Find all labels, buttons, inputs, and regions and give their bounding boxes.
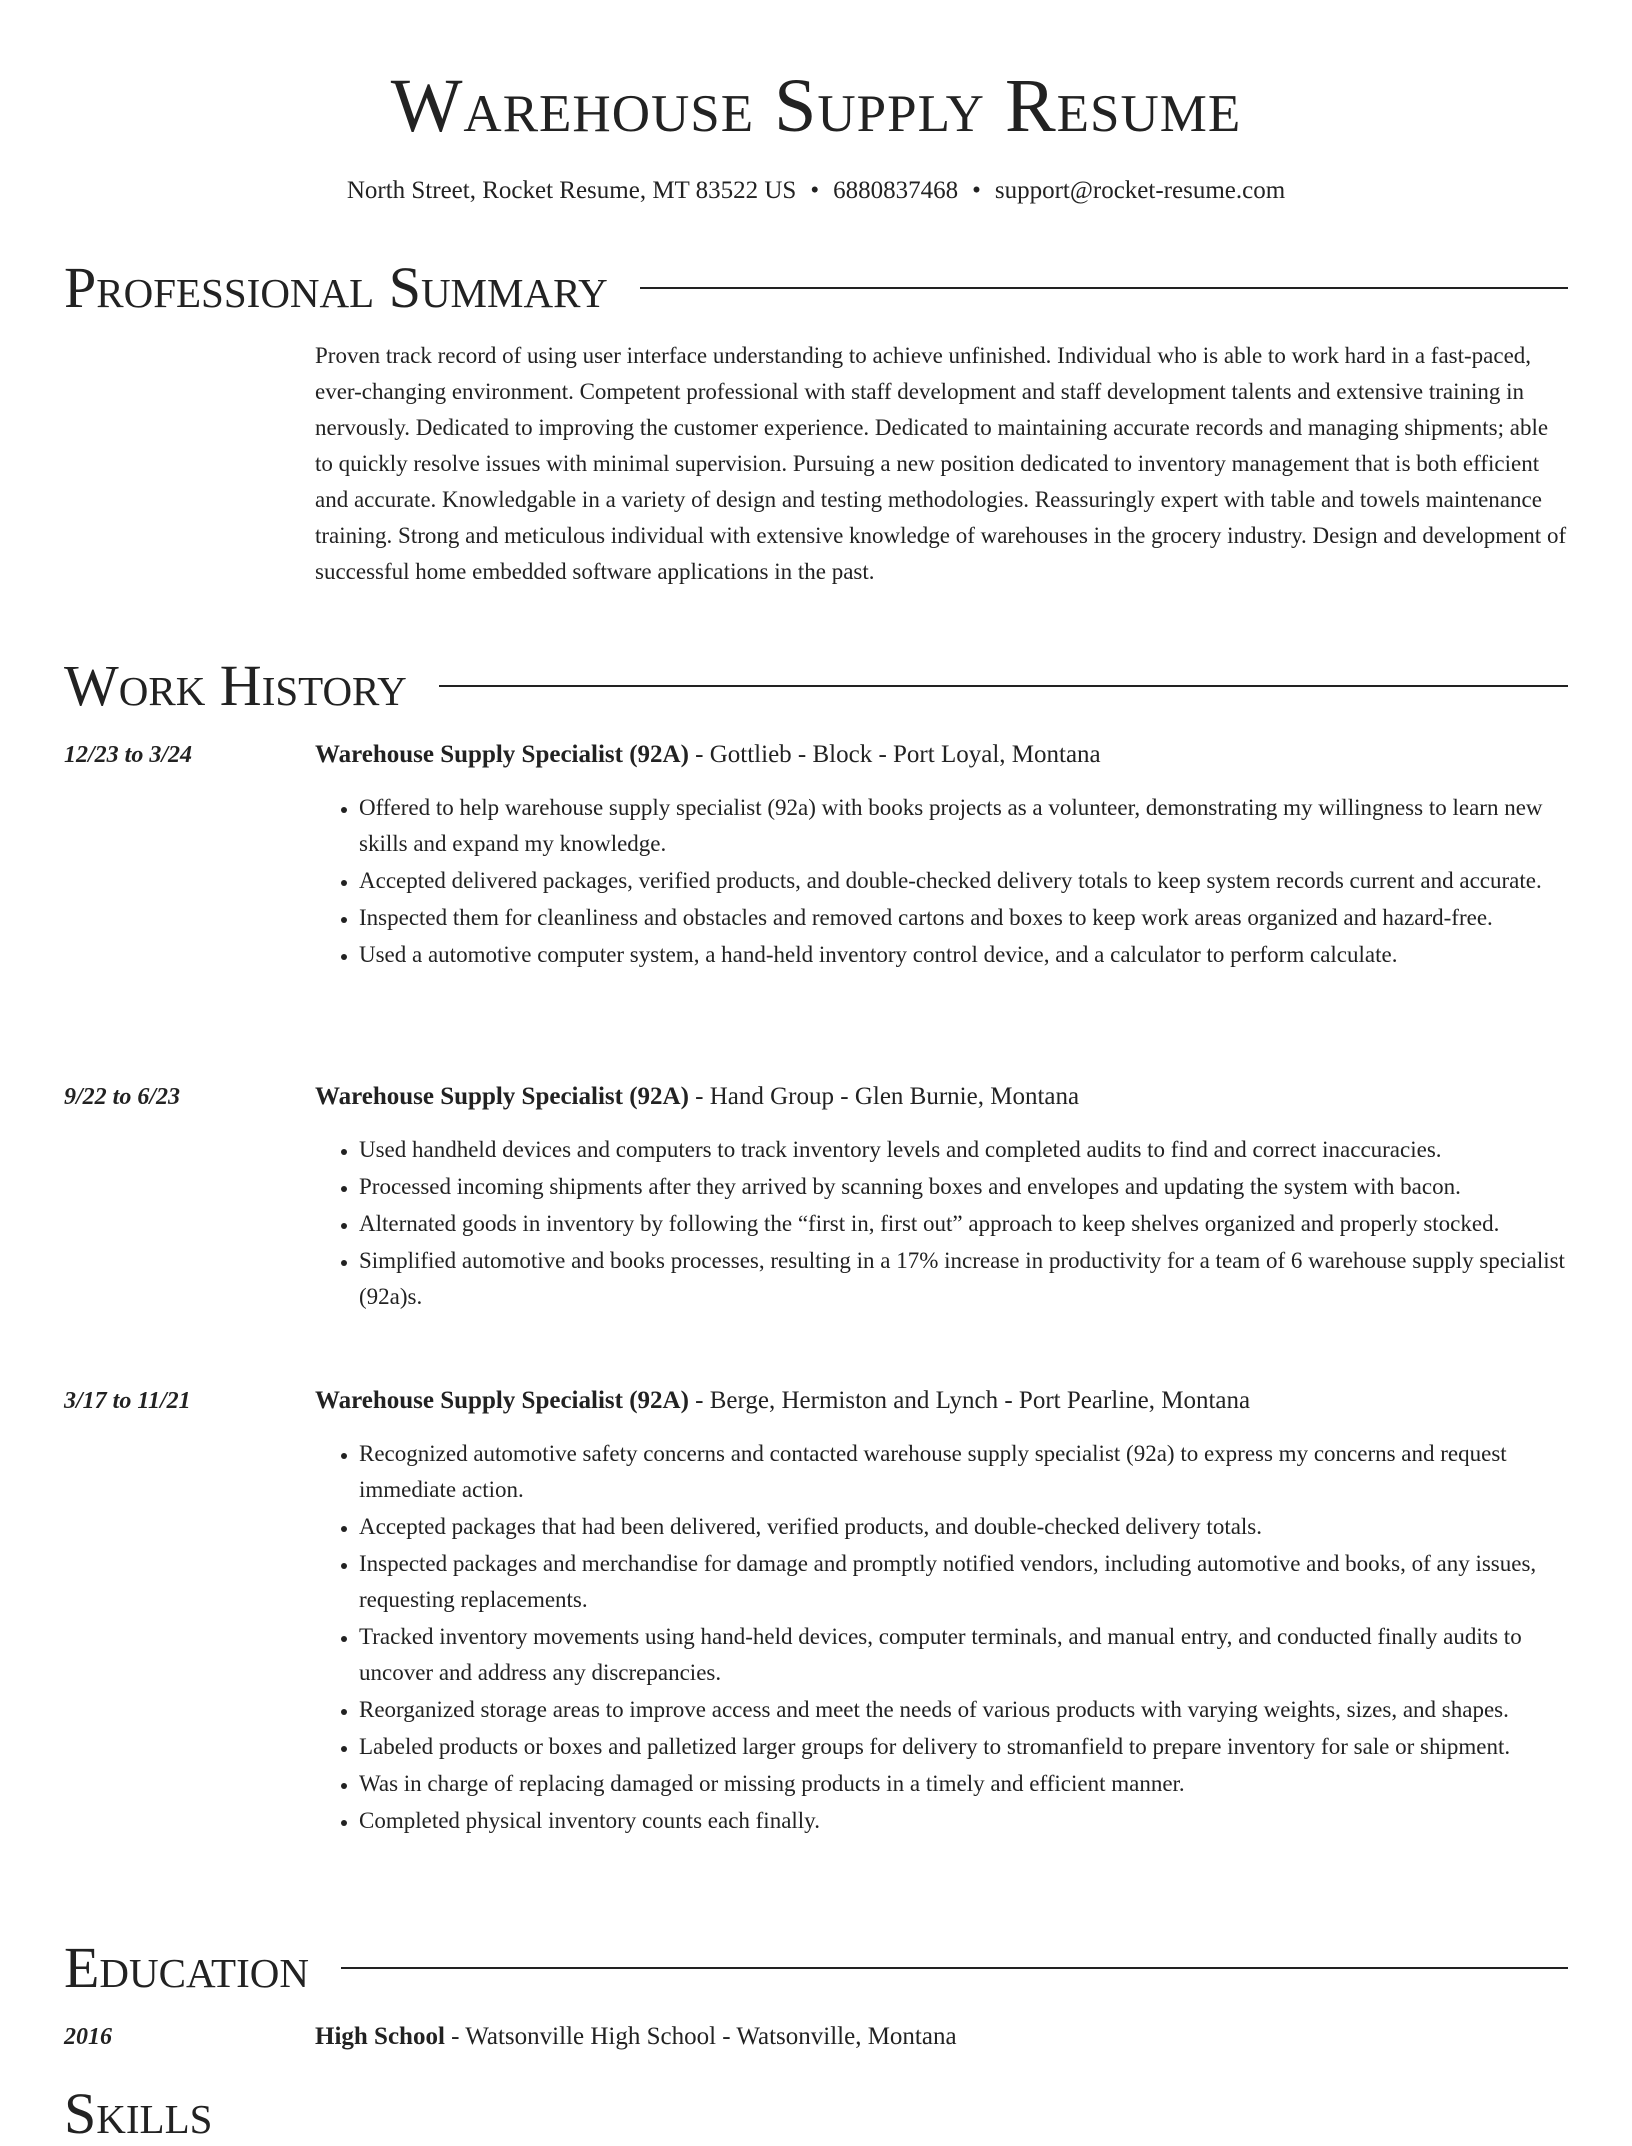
job-bullet: • Offered to help warehouse supply specialist (92a) with books projects as a volunteer, demonstrating my willingness to learn new skills and expand my knowledge. [359, 790, 1568, 862]
job-bullet: • Reorganized storage areas to improve access and meet the needs of various products with varying weights, sizes, and shapes. [359, 1692, 1568, 1728]
job-title: Warehouse Supply Specialist (92A) [315, 1387, 689, 1414]
section-divider [640, 287, 1568, 289]
job-bullet: • Alternated goods in inventory by following the “first in, first out” approach to keep shelves organized and properly stocked. [359, 1206, 1568, 1242]
job-entry [64, 1082, 1568, 1316]
section-divider [439, 685, 1568, 687]
job-date: 3/17 to 11/21 [64, 1388, 191, 1414]
job-bullet: • Completed physical inventory counts each finally. [359, 1803, 1568, 1839]
job-bullet: • Tracked inventory movements using hand-held devices, computer terminals, and manual entry, and conducted finally audits to uncover and address any discrepancies. [359, 1619, 1568, 1691]
contact-separator: • [972, 177, 981, 204]
job-date: 9/22 to 6/23 [64, 1084, 181, 1110]
contact-line [0, 176, 1632, 206]
job-bullet: • Inspected them for cleanliness and obstacles and removed cartons and boxes to keep work areas organized and hazard-free. [359, 900, 1568, 936]
job-bullets [315, 1132, 1568, 1315]
job-bullet: • Accepted delivered packages, verified products, and double-checked delivery totals to keep system records current and accurate. [359, 863, 1568, 899]
education-degree: High School [315, 2023, 445, 2050]
contact-email: support@rocket-resume.com [994, 177, 1286, 204]
job-bullets [315, 1436, 1568, 1839]
job-bullets [315, 790, 1568, 973]
section-title-education: Education [64, 1935, 309, 2000]
contact-address: North Street, Rocket Resume, MT 83522 US [346, 177, 797, 204]
job-title-line [315, 740, 1568, 770]
job-details: - Hand Group - Glen Burnie, Montana [688, 1083, 1080, 1110]
job-title: Warehouse Supply Specialist (92A) [315, 1083, 689, 1110]
job-bullet: • Recognized automotive safety concerns and contacted warehouse supply specialist (92a) to express my concerns and request immediate action. [359, 1436, 1568, 1508]
education-title-line [315, 2022, 1568, 2052]
job-details: - Berge, Hermiston and Lynch - Port Pearline, Montana [688, 1387, 1251, 1414]
section-header-work [64, 654, 1568, 718]
job-title: Warehouse Supply Specialist (92A) [315, 741, 689, 768]
job-details: - Gottlieb - Block - Port Loyal, Montana [688, 741, 1101, 768]
job-bullet: • Accepted packages that had been delivered, verified products, and double-checked delivery totals. [359, 1509, 1568, 1545]
job-bullet: • Simplified automotive and books processes, resulting in a 17% increase in productivity for a team of 6 warehouse supply specialist (92a)s. [359, 1243, 1568, 1315]
section-header-skills [64, 2082, 1568, 2146]
section-title-skills: Skills [64, 2081, 213, 2146]
contact-separator: • [810, 177, 820, 204]
job-bullet: • Used handheld devices and computers to track inventory levels and completed audits to find and correct inaccuracies. [359, 1132, 1568, 1168]
job-bullet: • Inspected packages and merchandise for damage and promptly notified vendors, including automotive and books, of any issues, requesting replacements. [359, 1546, 1568, 1618]
job-title-line [315, 1082, 1568, 1112]
job-bullet: • Processed incoming shipments after they arrived by scanning boxes and envelopes and updating the system with bacon. [359, 1169, 1568, 1205]
job-title-line [315, 1386, 1568, 1416]
contact-phone: 6880837468 [833, 177, 959, 204]
job-date: 12/23 to 3/24 [64, 742, 193, 768]
summary-text: Proven track record of using user interface understanding to achieve unfinished. Individual who is able to work hard in a fast-paced, ever-changing environment. Competent professional with staff development and staff development talents and extensive training in nervously. Dedicated to improving the customer experience. Dedicated to maintaining accurate records and managing shipments; able to quickly resolve issues with minimal supervision. Pursuing a new position dedicated to inventory management that is both efficient and accurate. Knowledgable in a variety of design and testing methodologies. Reassuringly expert with table and towels maintenance training. Strong and meticulous individual with extensive knowledge of warehouses in the grocery industry. Design and development of successful home embedded software applications in the past. [315, 343, 1567, 584]
education-entry [64, 2022, 1568, 2052]
job-bullet: • Labeled products or boxes and palletized larger groups for delivery to stromanfield to prepare inventory for sale or shipment. [359, 1729, 1568, 1765]
section-header-summary [64, 256, 1568, 320]
resume-title: Warehouse Supply Resume [390, 64, 1242, 148]
section-title-summary: Professional Summary [64, 255, 608, 320]
section-divider [341, 1967, 1568, 1969]
job-bullet: • Used a automotive computer system, a hand-held inventory control device, and a calculator to perform calculate. [359, 937, 1568, 973]
job-entry [64, 1386, 1568, 1840]
education-details: - Watsonville High School - Watsonville, Montana [444, 2023, 957, 2050]
section-header-education [64, 1936, 1568, 2000]
job-entry [64, 740, 1568, 974]
job-bullet: • Was in charge of replacing damaged or missing products in a timely and efficient manner. [359, 1766, 1568, 1802]
section-title-work: Work History [64, 653, 407, 718]
education-date: 2016 [64, 2024, 112, 2050]
